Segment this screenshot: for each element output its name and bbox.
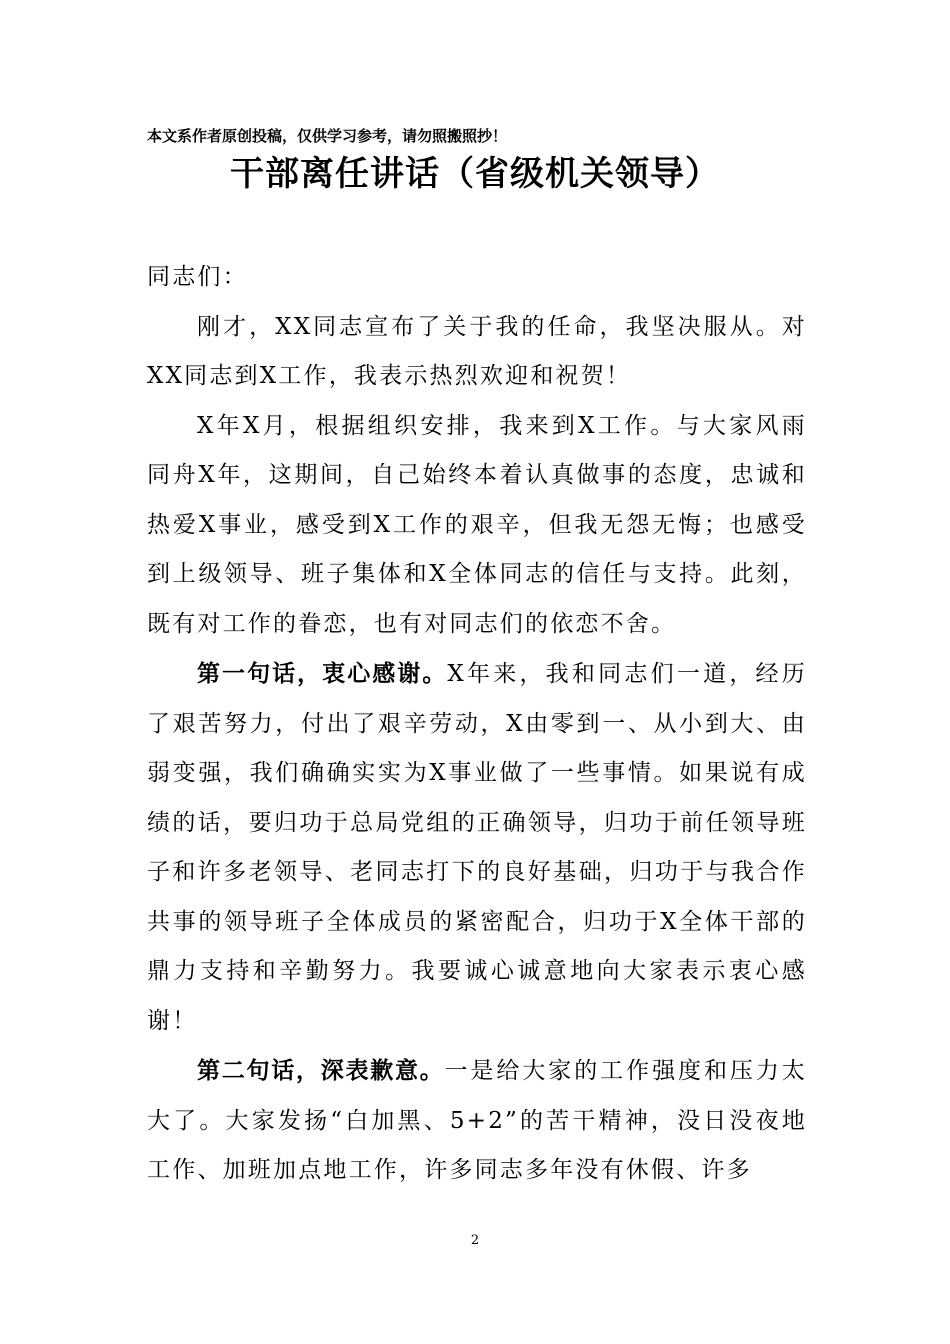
document-title: 干部离任讲话（省级机关领导） [230, 154, 720, 194]
paragraph-text: X年来，我和同志们一道，经历了艰苦努力，付出了艰辛劳动，X由零到一、从小到大、由弱变强，我们确确实实为X事业做了一些事情。如果说有成绩的话，要归功于总局党组的正确领导，归功于前任领导班子和许多老领导、老同志打下的良好基础，归功于与我合作共事的领导班子全体成员的紧密配合，归功于X全体干部的鼎力支持和辛勤努力。我要诚心诚意地向大家表示衷心感谢！ [147, 661, 807, 1034]
paragraph-text: X年X月，根据组织安排，我来到X工作。与大家风雨同舟X年，这期间，自己始终本着认真做事的态度，忠诚和热爱X事业，感受到X工作的艰辛，但我无怨无悔；也感受到上级领导、班子集体和X全体同志的信任与支持。此刻，既有对工作的眷恋，也有对同志们的依恋不舍。 [147, 412, 807, 637]
page-number: 2 [470, 1233, 480, 1248]
paragraph-lead: 第二句话，深表歉意。 [197, 1057, 445, 1084]
paragraph-1 [147, 303, 807, 402]
paragraph-4 [147, 1046, 807, 1196]
copyright-notice: 本文系作者原创投稿，仅供学习参考，请勿照搬照抄！ [147, 127, 508, 145]
paragraph-text: 一是给大家的工作强度和压力太大了。大家发扬“白加黑、5+2”的苦干精神，没日没夜地工作、加班加点地工作，许多同志多年没有休假、许多 [147, 1058, 807, 1183]
paragraph-2 [147, 402, 807, 650]
salutation: 同志们： [147, 264, 248, 290]
paragraph-lead: 第一句话，衷心感谢。 [197, 660, 448, 687]
paragraph-3 [147, 649, 807, 1046]
paragraph-text: 刚才，XX同志宣布了关于我的任命，我坚决服从。对XX同志到X工作，我表示热烈欢迎和祝贺！ [147, 313, 807, 389]
document-body [147, 253, 807, 1196]
